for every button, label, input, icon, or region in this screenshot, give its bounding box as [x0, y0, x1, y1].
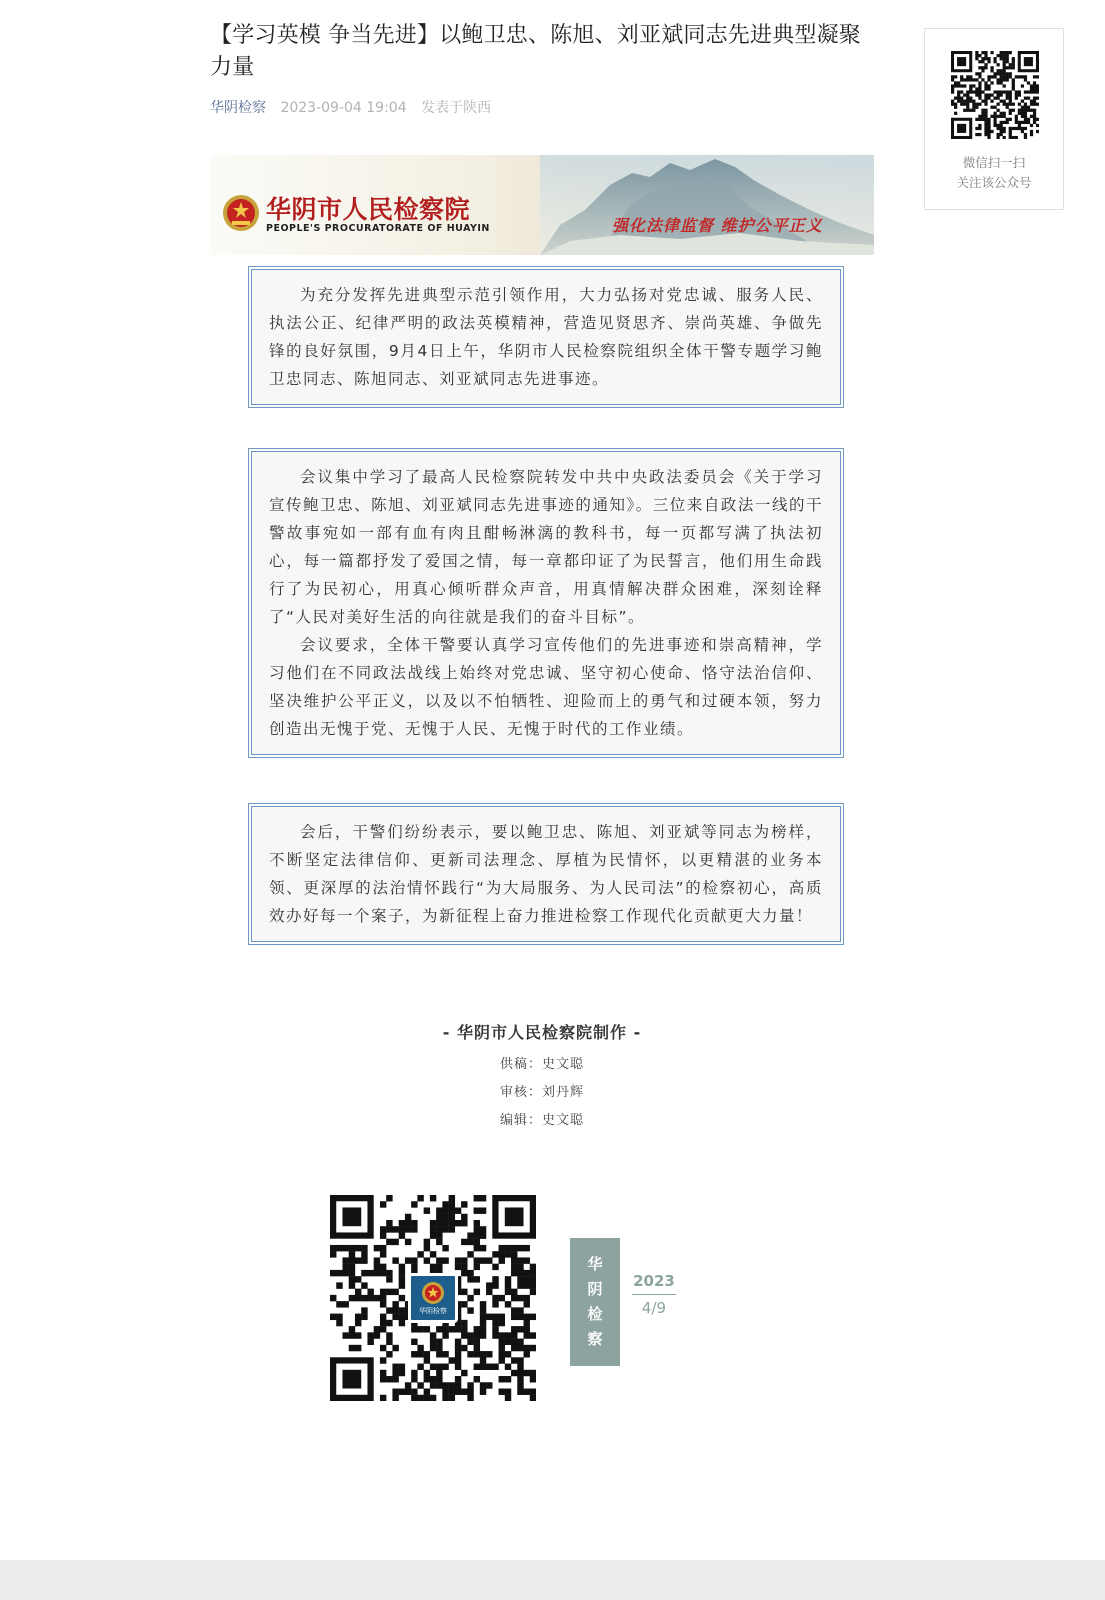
content-box-2	[248, 448, 844, 758]
follow-qr-panel	[924, 28, 1064, 210]
qr-center-label: 华阴检察	[419, 1307, 447, 1315]
account-vertical-tag	[570, 1238, 620, 1366]
date-divider	[632, 1294, 676, 1295]
follow-qr-code-icon	[951, 51, 1039, 139]
banner-org-name-en: PEOPLE'S PROCURATORATE OF HUAYIN	[266, 223, 490, 234]
tag-char-1: 华	[587, 1255, 603, 1273]
page-footer-bar	[0, 1560, 1105, 1600]
header-banner-image	[210, 155, 874, 255]
tag-char-4: 察	[587, 1330, 603, 1348]
article-header	[210, 20, 874, 118]
issue-date-block	[632, 1272, 676, 1317]
content-box-1	[248, 266, 844, 408]
paragraph-4: 会后，干警们纷纷表示，要以鲍卫忠、陈旭、刘亚斌等同志为榜样，不断坚定法律信仰、更新司法理念、厚植为民情怀，以更精湛的业务本领、更深厚的法治情怀践行“为大局服务、为人民司法”的检察初心，高质效办好每一个案子，为新征程上奋力推进检察工作现代化贡献更大力量！	[269, 823, 823, 925]
paragraph-3: 会议要求，全体干警要认真学习宣传他们的先进事迹和崇高精神，学习他们在不同政法战线上始终对党忠诚、坚守初心使命、恪守法治信仰、坚决维护公平正义，以及以不怕牺牲、迎险而上的勇气和过硬本领，努力创造出无愧于党、无愧于人民、无愧于时代的工作业绩。	[269, 636, 823, 738]
credits-section	[210, 1020, 874, 1135]
banner-slogan: 强化法律监督 维护公平正义	[612, 216, 823, 235]
issue-day: 4/9	[641, 1299, 667, 1317]
account-qr-code	[330, 1195, 536, 1401]
tag-char-3: 检	[587, 1305, 603, 1323]
editor-line: 编辑：史文聪	[499, 1113, 584, 1128]
paragraph-2: 会议集中学习了最高人民检察院转发中共中央政法委员会《关于学习宣传鲍卫忠、陈旭、刘亚斌同志先进事迹的通知》。三位来自政法一线的干警故事宛如一部有血有肉且酣畅淋漓的教科书，每一页都写满了执法初心，每一篇都抒发了爱国之情，每一章都印证了为民誓言，他们用生命践行了为民初心，用真心倾听群众声音，用真情解决群众困难，深刻诠释了“人民对美好生活的向往就是我们的奋斗目标”。	[269, 468, 823, 626]
producer-line: - 华阴市人民检察院制作 -	[442, 1023, 642, 1042]
publish-location: 发表于陕西	[421, 100, 492, 116]
publish-date: 2023-09-04 19:04	[280, 100, 407, 116]
issue-year: 2023	[633, 1272, 675, 1290]
banner-org-name: 华阴市人民检察院	[266, 195, 471, 224]
content-box-3	[248, 803, 844, 945]
mountain-illustration	[540, 155, 874, 255]
procuratorate-emblem-icon	[222, 193, 260, 233]
account-name-link[interactable]: 华阴检察	[210, 100, 266, 116]
scan-hint-line-1: 微信扫一扫	[962, 155, 1026, 170]
article-meta	[210, 98, 874, 118]
paragraph-1: 为充分发挥先进典型示范引领作用，大力弘扬对党忠诚、服务人民、执法公正、纪律严明的政法英模精神，营造见贤思齐、崇尚英雄、争做先锋的良好氛围，9月4日上午，华阴市人民检察院组织全体干警专题学习鲍卫忠同志、陈旭同志、刘亚斌同志先进事迹。	[269, 286, 823, 388]
article-title: 【学习英模 争当先进】以鲍卫忠、陈旭、刘亚斌同志先进典型凝聚力量	[210, 23, 861, 80]
scan-hint-line-2: 关注该公众号	[956, 175, 1032, 190]
contributor-line: 供稿：史文聪	[499, 1057, 584, 1072]
tag-char-2: 阴	[587, 1280, 603, 1298]
qr-center-logo	[408, 1273, 458, 1323]
reviewer-line: 审核：刘丹辉	[499, 1085, 584, 1100]
